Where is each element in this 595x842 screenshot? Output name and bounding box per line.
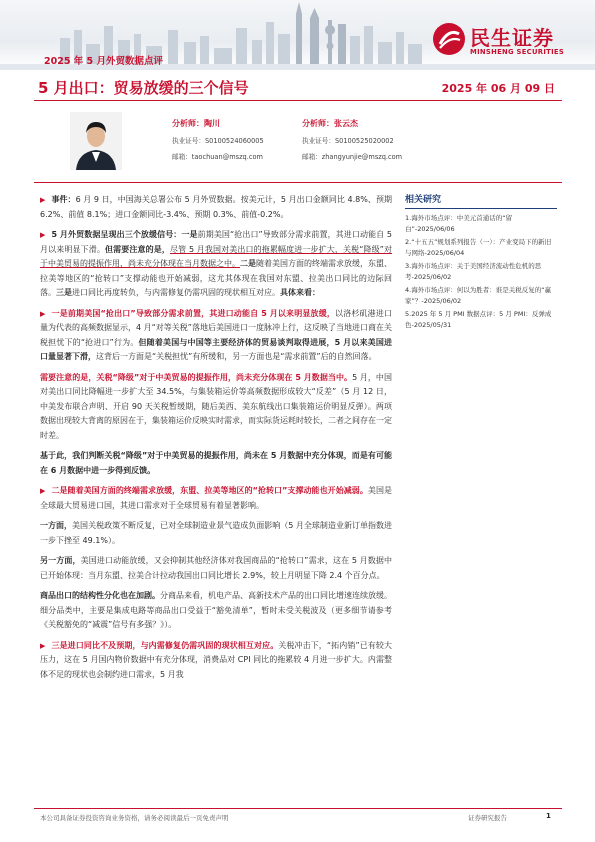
related-research-link[interactable]: 5.2025 年 5 月 PMI 数据点评：5 月 PMI：反弹成色-2025/05/31 bbox=[405, 310, 552, 329]
page-number: 1 bbox=[546, 812, 551, 820]
paragraph-point-one: ▶ 一是前期美国“抢出口”导致部分需求前置，其进口动能自 5 月以来明显放缓，以洛杉矶港进口量为代表的高频数据显示，4 月“对等关税”落地后美国进口一度脉冲上行，这反映了当地进口商在关税担忧下的“抢进口”行为。但随着美国与中国等主要经济体的贸易谈判取得进展，5 月以来美国进口量显著下滑，这背后一方面是“关税担忧”有所缓和，另一方面也是“需求前置”后的自然回落。 bbox=[40, 308, 393, 361]
bullet-triangle-icon: ▶ bbox=[40, 231, 46, 239]
email-label: 邮箱： bbox=[302, 153, 322, 161]
report-body bbox=[40, 193, 392, 688]
analyst-divider bbox=[34, 182, 562, 183]
paragraph-one-side: 一方面，美国关税政策不断反复，已对全球制造业景气造成负面影响（5 月全球制造业新订单指数进一步下挫至 49.1%）。 bbox=[40, 521, 393, 545]
paragraph-judgement: 基于此，我们判断关税“降级”对于中美贸易的提振作用，尚未在 5 月数据中充分体现，而是有可能在 6 月数据中进一步得到反馈。 bbox=[40, 451, 392, 475]
cert-label: 执业证号： bbox=[172, 137, 205, 145]
related-research-link[interactable]: 4.海外市场点评：何以为胜者：谁是关税反复的“赢家”？-2025/06/02 bbox=[405, 286, 552, 305]
cert-number: S0100525020002 bbox=[334, 137, 394, 145]
bullet-triangle-icon: ▶ bbox=[40, 196, 46, 204]
related-research-link[interactable]: 3.海外市场点评：关于美国经济流动性危机的思考-2025/06/02 bbox=[405, 262, 542, 281]
analyst-role: 分析师： bbox=[172, 119, 204, 128]
email-label: 邮箱： bbox=[172, 153, 192, 161]
related-research-sidebar bbox=[405, 192, 557, 333]
analyst-photo bbox=[70, 112, 122, 170]
analyst-name: 陶川 bbox=[204, 119, 220, 128]
paragraph-point-three: ▶ 三是进口同比不及预期，与内需修复仍需巩固的现状相互对应。关税冲击下，“拓内销”已有较大压力，这在 5 月国内物价数据中有充分体现，消费品对 CPI 同比的拖累较 4 月进一步扩大。内需整体不足的现状也会制约进口需求，5 月我 bbox=[40, 640, 392, 679]
logo-text-cn: 民生证券 bbox=[470, 26, 554, 50]
cert-number: S0100524060005 bbox=[204, 137, 264, 145]
footer-report-type: 证券研究报告 bbox=[468, 814, 507, 822]
paragraph-point-two: ▶ 二是随着美国方面的终端需求放缓，东盟、拉美等地区的“抢转口”支撑动能也开始减弱。美国是全球最大贸易进口国，其进口需求对于全球贸易有着显著影响。 bbox=[40, 486, 393, 510]
logo-mark-icon bbox=[432, 22, 466, 56]
paragraph-structure: 商品出口的结构性分化也在加剧。分商品来看，机电产品、高新技术产品的出口同比增速连续放缓。细分品类中，主要是集成电路等商品出口受益于“豁免清单”，暂时未受关税波及（更多细节请参考《关税豁免的“减震”信号有多强？》）。 bbox=[40, 591, 392, 629]
report-title: 5 月出口：贸易放缓的三个信号 bbox=[38, 79, 249, 97]
related-research-link[interactable]: 1.海外市场点评：中美元首通话的“留白”-2025/06/06 bbox=[405, 214, 513, 233]
related-research-link[interactable]: 2.“十五五”规划系列报告（一）：产业变局下的新旧与网络-2025/06/04 bbox=[405, 238, 552, 257]
sidebar-heading: 相关研究 bbox=[405, 192, 557, 209]
cert-label: 执业证号： bbox=[302, 137, 335, 145]
footer-divider bbox=[34, 808, 562, 809]
bullet-triangle-icon: ▶ bbox=[40, 487, 46, 495]
paragraph-summary: ▶ 5 月外贸数据呈现出三个放缓信号：一是前期美国“抢出口”导致部分需求前置，其进口动能自 5 月以来明显下滑。但需要注意的是，尽管 5 月我国对美出口的拖累幅度进一步扩大，关税“降级”对于中美贸易的提振作用，尚未充分体现在当月数据之中。二是随着美国方面的终端需求放缓，东盟、拉美等地区的“抢转口”支撑动能也开始减弱，这尤其体现在我国对东盟、拉美出口同比的边际回落。三是进口同比再度转负，与内需修复仍需巩固的现状相互对应。具体来看： bbox=[40, 230, 393, 297]
analyst-email[interactable]: zhangyunjie@mszq.com bbox=[321, 153, 403, 161]
bullet-triangle-icon: ▶ bbox=[40, 641, 46, 650]
footer-disclaimer: 本公司具备证券投资咨询业务资格，请务必阅读最后一页免责声明 bbox=[40, 814, 229, 822]
report-subtitle: 2025 年 5 月外贸数据点评 bbox=[44, 56, 163, 67]
report-date: 2025 年 06 月 09 日 bbox=[441, 82, 555, 95]
brand-logo bbox=[432, 18, 592, 68]
paragraph-other-side: 另一方面，美国进口动能放缓，又会抑制其他经济体对我国商品的“抢转口”需求，这在 5 月数据中已开始体现：当月东盟、拉美合计拉动我国出口同比增长 2.9%，较上月明显下降 2.4 个百分点。 bbox=[40, 556, 393, 580]
analyst-name: 张云杰 bbox=[334, 119, 358, 128]
paragraph-event: ▶ 事件：6 月 9 日，中国海关总署公布 5 月外贸数据。按美元计，5 月出口金额同比 4.8%、预期 6.2%、前值 8.1%；进口金额同比-3.4%、预期 0.3%、前值-0.2%。 bbox=[40, 195, 393, 219]
logo-text-en: MINSHENG SECURITIES bbox=[470, 48, 565, 56]
analyst-role: 分析师： bbox=[302, 119, 334, 128]
paragraph-note: 需要注意的是，关税“降级”对于中美贸易的提振作用，尚未充分体现在 5 月数据当中。5 月，中国对美出口同比降幅进一步扩大至 34.5%，与集装箱运价等高频数据形成较大“反差”（5 月 12 日，中美发布联合声明、开启 90 天关税暂缓期，随后美西、美东航线出口集装箱运价明显反弹）。两项数据出现较大背离的原因在于，集装箱运价反映实时需求，而实际货运耗时较长，二者之间存在一定时差。 bbox=[40, 372, 392, 440]
analyst-email[interactable]: taochuan@mszq.com bbox=[191, 153, 263, 161]
bullet-triangle-icon: ▶ bbox=[40, 309, 46, 318]
analyst-block-2 bbox=[302, 118, 402, 161]
header-divider bbox=[34, 100, 562, 101]
analyst-block-1 bbox=[172, 118, 264, 161]
